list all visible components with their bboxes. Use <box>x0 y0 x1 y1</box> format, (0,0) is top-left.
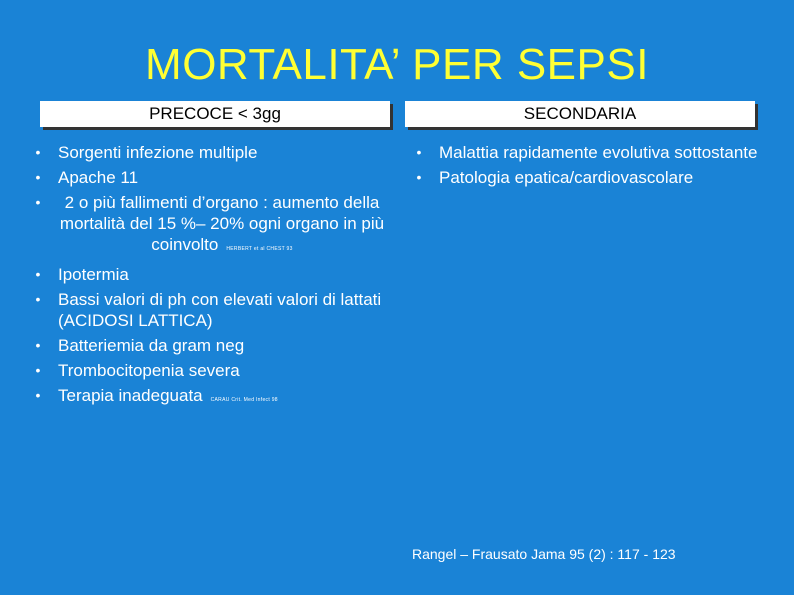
right-bullet-list <box>409 142 769 192</box>
list-item-main-text: Terapia inadeguata <box>58 386 203 405</box>
list-item-text: Ipotermia <box>58 265 129 284</box>
bullet-icon: • <box>35 362 41 378</box>
list-item <box>28 289 396 331</box>
bullet-icon: • <box>416 144 422 160</box>
column-header-precoce: PRECOCE < 3gg <box>40 101 390 127</box>
list-item <box>28 360 396 381</box>
bullet-icon: • <box>35 169 41 185</box>
list-item-text: Trombocitopenia severa <box>58 361 240 380</box>
slide-title: MORTALITA’ PER SEPSI <box>145 40 649 89</box>
reference-citation: Rangel – Frausato Jama 95 (2) : 117 - 123 <box>412 546 676 562</box>
list-item-main-text: 2 o più fallimenti d’organo : aumento della mortalità del 15 %– 20% ogni organo in più coinvolto <box>59 193 385 254</box>
list-item <box>28 385 396 411</box>
bullet-icon: • <box>35 266 41 282</box>
list-item-text: Malattia rapidamente evolutiva sottostante <box>439 143 758 162</box>
list-item <box>28 264 396 285</box>
left-bullet-list <box>28 142 396 415</box>
bullet-icon: • <box>416 169 422 185</box>
list-item-text <box>58 386 278 405</box>
column-header-secondaria: SECONDARIA <box>405 101 755 127</box>
bullet-icon: • <box>35 194 41 210</box>
list-item-text: Batteriemia da gram neg <box>58 336 245 355</box>
list-item-text: Sorgenti infezione multiple <box>58 143 258 162</box>
list-item-text <box>58 192 396 260</box>
bullet-icon: • <box>35 144 41 160</box>
citation-carau: CARAU Crit. Med Infect 98 <box>210 397 278 403</box>
list-item <box>409 167 769 188</box>
citation-herbert: HERBERT et al CHEST 93 <box>226 246 293 252</box>
list-item <box>409 142 769 163</box>
list-item-text: Bassi valori di ph con elevati valori di lattati (ACIDOSI LATTICA) <box>58 290 382 330</box>
list-item <box>28 192 396 260</box>
bullet-icon: • <box>35 291 41 307</box>
list-item-text: Patologia epatica/cardiovascolare <box>439 168 694 187</box>
bullet-icon: • <box>35 387 41 403</box>
list-item-text: Apache 11 <box>58 168 139 187</box>
bullet-icon: • <box>35 337 41 353</box>
list-item <box>28 335 396 356</box>
list-item <box>28 167 396 188</box>
list-item <box>28 142 396 163</box>
